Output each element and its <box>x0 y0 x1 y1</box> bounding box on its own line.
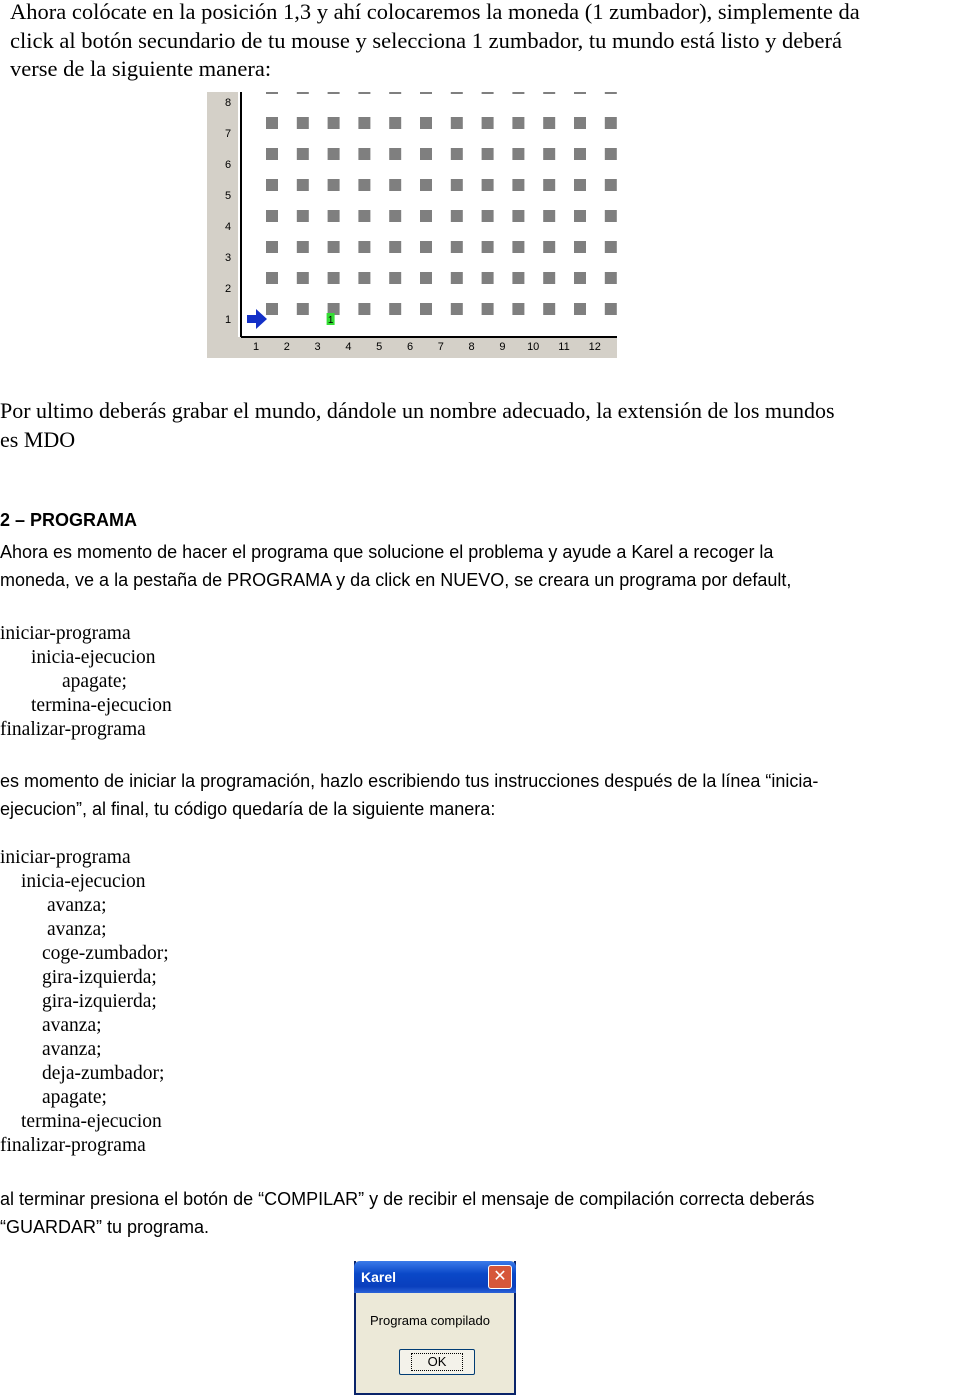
wall-post <box>328 210 340 222</box>
code-line: inicia-ejecucion <box>31 647 156 668</box>
wall-post <box>574 117 586 129</box>
dialog-titlebar[interactable] <box>354 1261 516 1293</box>
karel-dialog <box>354 1261 516 1395</box>
intro-line: verse de la siguiente manera: <box>10 56 272 81</box>
section-intro-paragraph <box>0 538 957 594</box>
wall-post <box>420 92 432 94</box>
ok-label: OK <box>411 1353 464 1371</box>
section-line: moneda, ve a la pestaña de PROGRAMA y da click en NUEVO, se creara un programa por default, <box>0 570 792 590</box>
wall-post <box>605 117 617 129</box>
wall-post <box>358 272 370 284</box>
wall-post <box>297 92 309 94</box>
wall-post <box>358 117 370 129</box>
wall-post <box>482 272 494 284</box>
y-ruler <box>207 92 238 358</box>
intro-line: Ahora colócate en la posición 1,3 y ahí colocaremos la moneda (1 zumbador), simplemente da <box>10 0 860 24</box>
wall-post <box>512 210 524 222</box>
wall-post <box>389 179 401 191</box>
wall-post <box>482 241 494 253</box>
wall-post <box>389 272 401 284</box>
section-heading: 2 – PROGRAMA <box>0 510 138 530</box>
wall-post <box>605 210 617 222</box>
code-line: gira-izquierda; <box>42 967 157 988</box>
wall-post <box>482 148 494 160</box>
close-icon: ✕ <box>493 1268 507 1285</box>
wall-post <box>451 92 463 94</box>
wall-post <box>512 272 524 284</box>
wall-post <box>451 241 463 253</box>
wall-post <box>266 92 278 94</box>
wall-post <box>543 241 555 253</box>
wall-post <box>543 303 555 315</box>
wall-post <box>420 148 432 160</box>
wall-post <box>389 117 401 129</box>
x-axis-label: 4 <box>345 341 352 353</box>
code-line: iniciar-programa <box>0 847 131 868</box>
wall-post <box>512 148 524 160</box>
code-line: apagate; <box>62 671 127 692</box>
wall-post <box>574 303 586 315</box>
save-line: es MDO <box>0 427 76 452</box>
ok-button[interactable] <box>399 1349 475 1375</box>
y-axis-label: 7 <box>225 128 232 140</box>
wall-post <box>297 210 309 222</box>
wall-post <box>543 272 555 284</box>
x-axis-label: 10 <box>527 341 540 353</box>
save-world-paragraph <box>0 396 957 454</box>
code-line: iniciar-programa <box>0 623 131 644</box>
wall-post <box>482 210 494 222</box>
y-axis-label: 1 <box>225 314 232 326</box>
x-axis-label: 7 <box>437 341 444 353</box>
y-axis-label: 3 <box>225 252 232 264</box>
wall-post <box>605 303 617 315</box>
final-program-code <box>0 846 169 1158</box>
wall-post <box>420 272 432 284</box>
code-line: avanza; <box>42 1015 102 1036</box>
wall-post <box>328 179 340 191</box>
wall-post <box>297 179 309 191</box>
wall-post <box>358 92 370 94</box>
x-axis-label: 11 <box>558 341 570 353</box>
code-line: gira-izquierda; <box>42 991 157 1012</box>
y-axis-label: 2 <box>225 283 232 295</box>
wall-post <box>328 92 340 94</box>
wall-post <box>605 272 617 284</box>
wall-post <box>420 303 432 315</box>
code-line: deja-zumbador; <box>42 1063 165 1084</box>
save-line: Por ultimo deberás grabar el mundo, dándole un nombre adecuado, la extensión de los mundos <box>0 398 835 423</box>
wall-post <box>266 117 278 129</box>
close-button[interactable] <box>488 1265 512 1289</box>
wall-post <box>512 179 524 191</box>
code-line: finalizar-programa <box>0 719 146 740</box>
wall-post <box>328 117 340 129</box>
y-axis-label: 5 <box>225 190 232 202</box>
wall-post <box>512 303 524 315</box>
x-axis-label: 9 <box>499 341 506 353</box>
code-line: termina-ejecucion <box>21 1111 162 1132</box>
instructions-line: es momento de iniciar la programación, hazlo escribiendo tus instrucciones después de la línea “inicia- <box>0 771 819 791</box>
wall-post <box>482 117 494 129</box>
wall-post <box>543 92 555 94</box>
code-line: finalizar-programa <box>0 1135 146 1156</box>
wall-post <box>297 272 309 284</box>
wall-post <box>389 241 401 253</box>
y-axis-label: 6 <box>225 159 232 171</box>
wall-post <box>420 117 432 129</box>
wall-post <box>451 303 463 315</box>
wall-post <box>605 92 617 94</box>
x-axis-label: 12 <box>588 341 601 353</box>
y-axis-label: 4 <box>225 221 232 233</box>
wall-post <box>543 148 555 160</box>
wall-post <box>543 210 555 222</box>
wall-post <box>512 241 524 253</box>
x-axis-label: 6 <box>406 341 414 353</box>
compile-line: al terminar presiona el botón de “COMPILAR” y de recibir el mensaje de compilación correcta deberás <box>0 1189 815 1209</box>
wall-post <box>451 272 463 284</box>
wall-post <box>266 272 278 284</box>
section-line: Ahora es momento de hacer el programa que solucione el problema y ayude a Karel a recoger la <box>0 542 774 562</box>
wall-post <box>574 241 586 253</box>
wall-post <box>451 117 463 129</box>
x-axis-label: 3 <box>314 341 321 353</box>
wall-post <box>482 303 494 315</box>
wall-post <box>543 117 555 129</box>
wall-post <box>358 148 370 160</box>
wall-post <box>266 179 278 191</box>
wall-post <box>451 148 463 160</box>
beeper-count-label: 1 <box>327 315 334 326</box>
wall-post <box>482 92 494 94</box>
instructions-paragraph <box>0 767 957 823</box>
wall-post <box>574 179 586 191</box>
wall-post <box>389 210 401 222</box>
karel-world-grid <box>207 92 617 358</box>
wall-post <box>358 210 370 222</box>
wall-post <box>574 210 586 222</box>
karel-world-figure <box>207 92 617 358</box>
x-axis-label: 1 <box>252 341 260 353</box>
wall-post <box>420 241 432 253</box>
code-line: termina-ejecucion <box>31 695 172 716</box>
wall-post <box>512 117 524 129</box>
wall-post <box>328 241 340 253</box>
wall-post <box>574 272 586 284</box>
wall-post <box>420 210 432 222</box>
dialog-title: Karel <box>361 1269 397 1285</box>
wall-post <box>605 179 617 191</box>
wall-post <box>266 148 278 160</box>
wall-post <box>420 179 432 191</box>
code-line: inicia-ejecucion <box>21 871 146 892</box>
wall-post <box>389 303 401 315</box>
wall-post <box>482 179 494 191</box>
wall-post <box>328 272 340 284</box>
wall-post <box>451 210 463 222</box>
code-line: avanza; <box>47 895 107 916</box>
x-axis-label: 8 <box>468 341 475 353</box>
dialog-message: Programa compilado <box>370 1313 490 1328</box>
wall-post <box>451 179 463 191</box>
wall-post <box>297 148 309 160</box>
wall-post <box>389 92 401 94</box>
wall-post <box>328 148 340 160</box>
wall-post <box>389 148 401 160</box>
y-axis-label: 8 <box>225 97 232 109</box>
karel-robot-arrow-icon <box>247 309 267 329</box>
wall-post <box>297 241 309 253</box>
intro-paragraph <box>10 0 955 84</box>
default-program-code <box>0 622 172 742</box>
wall-post <box>266 303 278 315</box>
wall-post <box>358 241 370 253</box>
code-line: coge-zumbador; <box>42 943 169 964</box>
wall-post <box>605 148 617 160</box>
compile-instructions-paragraph <box>0 1185 957 1241</box>
wall-post <box>358 179 370 191</box>
x-axis-label: 5 <box>376 341 383 353</box>
wall-post <box>297 303 309 315</box>
wall-post <box>297 117 309 129</box>
wall-post <box>512 92 524 94</box>
instructions-line: ejecucion”, al final, tu código quedaría de la siguiente manera: <box>0 799 496 819</box>
wall-post <box>266 210 278 222</box>
code-line: apagate; <box>42 1087 107 1108</box>
wall-post <box>358 303 370 315</box>
code-line: avanza; <box>47 919 107 940</box>
wall-post <box>574 148 586 160</box>
x-axis-label: 2 <box>283 341 290 353</box>
wall-post <box>266 241 278 253</box>
wall-post <box>574 92 586 94</box>
intro-line: click al botón secundario de tu mouse y selecciona 1 zumbador, tu mundo está listo y deberá <box>10 27 842 53</box>
wall-post <box>605 241 617 253</box>
wall-post <box>543 179 555 191</box>
code-line: avanza; <box>42 1039 102 1060</box>
compile-line: “GUARDAR” tu programa. <box>0 1217 210 1237</box>
